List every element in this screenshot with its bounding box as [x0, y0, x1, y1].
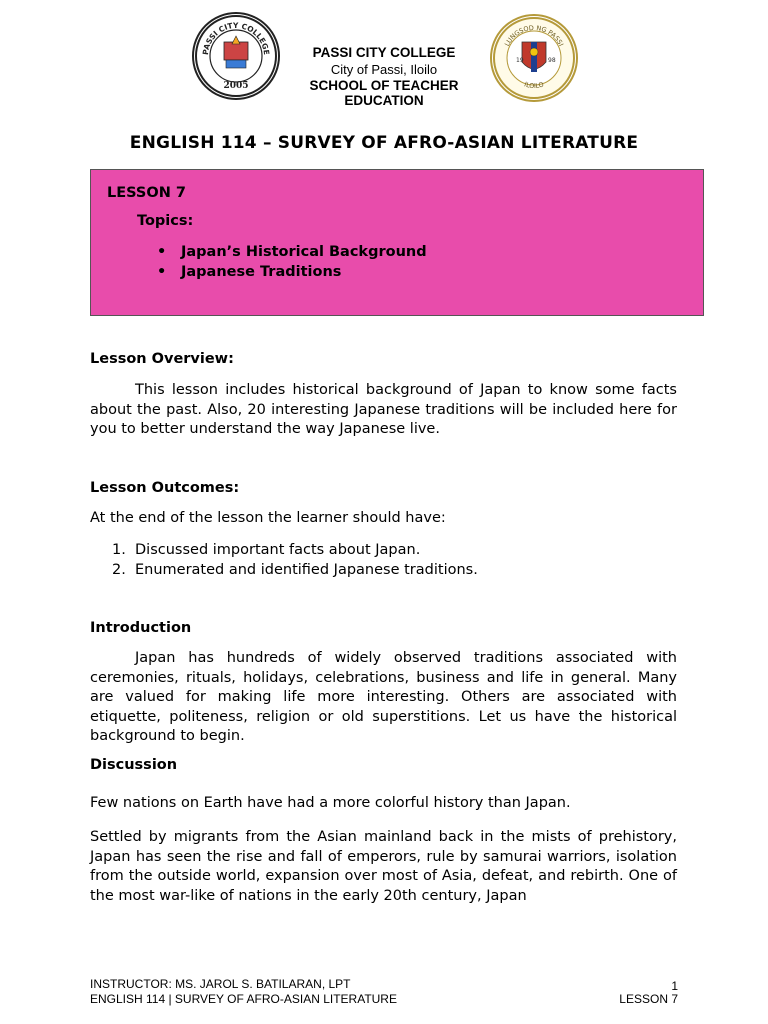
outcomes-list [90, 540, 478, 580]
svg-text:2005: 2005 [223, 81, 249, 91]
discussion-paragraph-1: Few nations on Earth have had a more colorful history than Japan. [90, 795, 571, 811]
footer-instructor: INSTRUCTOR: MS. JAROL S. BATILARAN, LPT [90, 977, 351, 991]
svg-text:98: 98 [548, 57, 556, 64]
outcome-text: Enumerated and identified Japanese traditions. [135, 562, 478, 578]
passi-city-college-seal [192, 12, 280, 100]
topic-item: • Japanese Traditions [157, 262, 427, 282]
footer-lesson: LESSON 7 [619, 992, 678, 1006]
topic-list [157, 242, 427, 282]
topics-label: Topics: [137, 213, 194, 229]
lesson-topics-box [90, 169, 704, 316]
topic-item: • Japan’s Historical Background [157, 242, 427, 262]
school-name: SCHOOL OF TEACHER EDUCATION [309, 78, 459, 108]
lesson-number: LESSON 7 [107, 185, 186, 201]
outcome-number: 2. [112, 562, 126, 578]
introduction-text: Japan has hundreds of widely observed traditions associated with ceremonies, rituals, holidays, celebrations, business and life in general. Many are valued for making life more interesting. Others are associated with etiquette, politeness, religion or old superstitions. Let us have the historical background to begin. [90, 650, 677, 744]
svg-text:ILOILO: ILOILO [523, 80, 545, 91]
svg-text:PASSI CITY COLLEGE: PASSI CITY COLLEGE [200, 20, 272, 56]
outcome-item [90, 560, 478, 580]
city-of-passi-seal [490, 14, 578, 102]
discussion-heading: Discussion [90, 757, 178, 773]
discussion-paragraph-2: Settled by migrants from the Asian mainland back in the mists of prehistory, Japan has seen the rise and fall of emperors, rule by samurai warriors, isolation from the outside world, expansion over most of Asia, defeat, and rebirth. One of the most war-like of nations in the early 20th century, Japan [90, 829, 677, 904]
outcome-text: Discussed important facts about Japan. [135, 542, 421, 558]
course-title: ENGLISH 114 – SURVEY OF AFRO-ASIAN LITERATURE [129, 133, 639, 153]
footer-page-number: 1 [671, 979, 678, 993]
footer-course: ENGLISH 114 | SURVEY OF AFRO-ASIAN LITERATURE [90, 992, 397, 1006]
outcome-item [90, 540, 478, 560]
svg-text:19: 19 [516, 57, 524, 64]
svg-text:LUNGSOD NG PASSI: LUNGSOD NG PASSI [503, 23, 566, 48]
city-seal-graphic [492, 16, 576, 100]
lesson-overview-heading: Lesson Overview: [90, 351, 234, 367]
introduction-heading: Introduction [90, 620, 192, 636]
outcomes-intro: At the end of the lesson the learner should have: [90, 510, 446, 526]
outcome-number: 1. [112, 542, 126, 558]
college-city: City of Passi, Iloilo [330, 62, 438, 77]
college-seal-graphic [194, 14, 278, 98]
lesson-outcomes-heading: Lesson Outcomes: [90, 480, 240, 496]
lesson-overview-text: This lesson includes historical background of Japan to know some facts about the past. Also, 20 interesting Japanese traditions will be included here for you to better understand the way Japanese live. [90, 382, 677, 437]
college-name: PASSI CITY COLLEGE [312, 45, 456, 60]
